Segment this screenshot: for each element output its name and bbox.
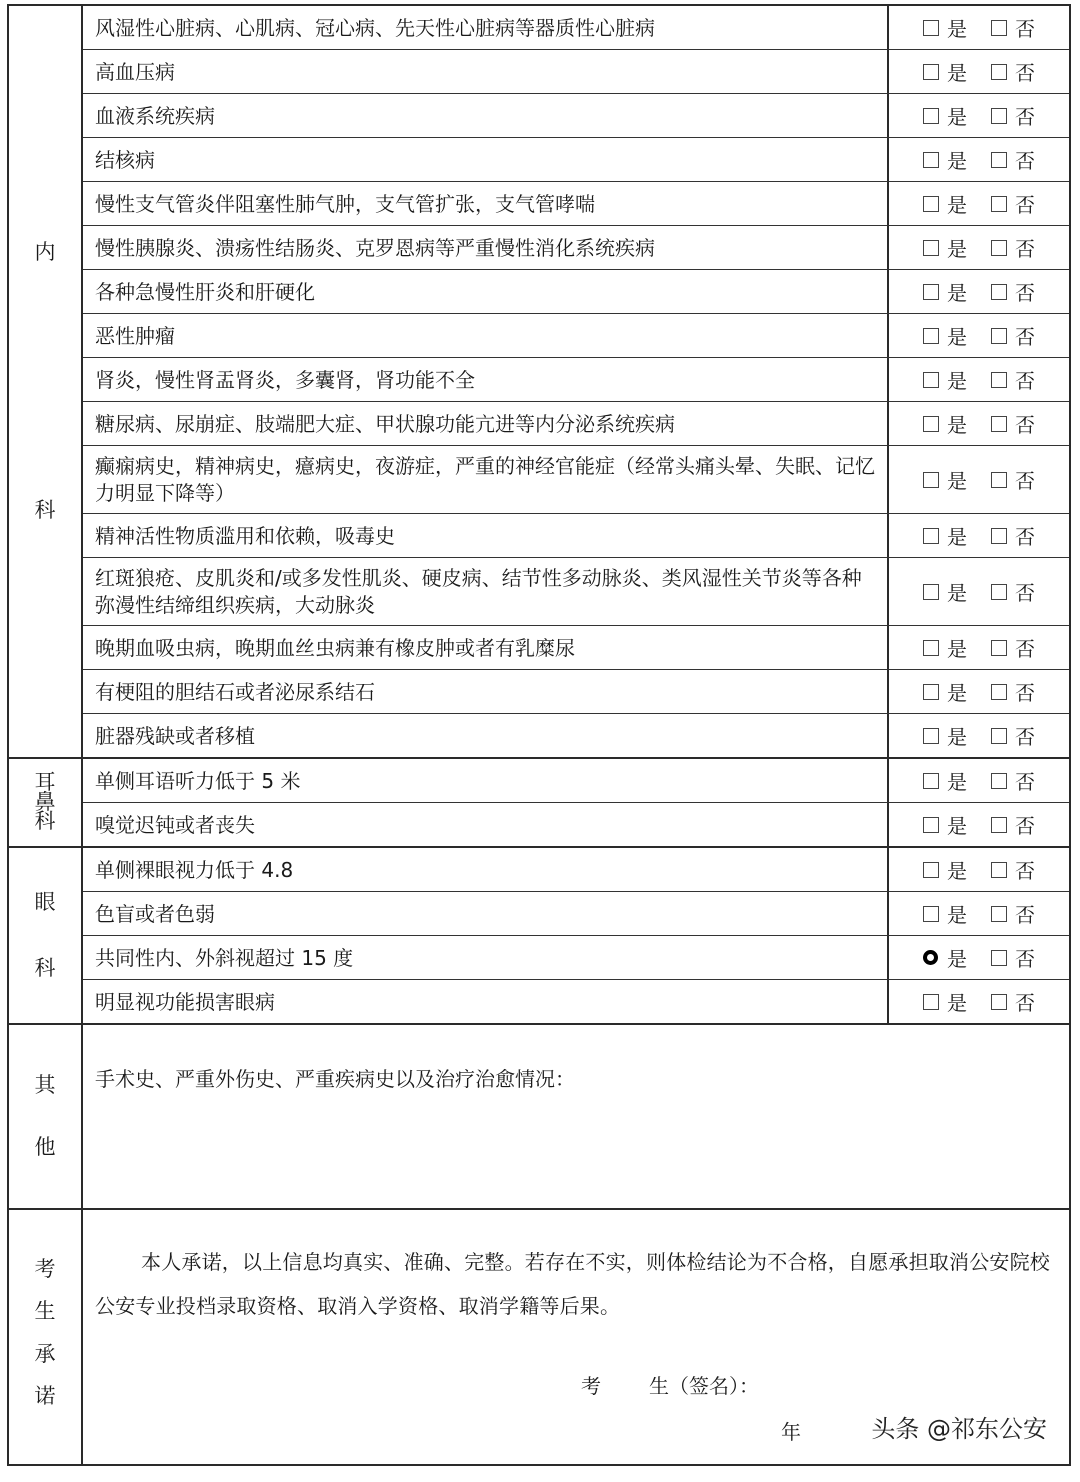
option-no[interactable] [991,189,1035,218]
answer-cell [889,50,1069,93]
answer-cell [889,514,1069,557]
option-yes[interactable] [923,987,967,1016]
option-label: 否 [1015,770,1035,794]
checkbox-yes[interactable] [923,64,939,80]
answer-cell [889,980,1069,1023]
checkbox-no[interactable] [991,817,1007,833]
condition-text: 嗅觉迟钝或者丧失 [83,803,889,846]
option-label: 是 [947,325,967,349]
option-yes[interactable] [923,766,967,795]
table-row [83,979,1069,1023]
other-prompt: 手术史、严重外伤史、严重疾病史以及治疗治愈情况： [95,1067,575,1091]
checkbox-yes[interactable] [923,528,939,544]
option-label: 是 [947,369,967,393]
answer-cell [889,226,1069,269]
option-label: 否 [1015,681,1035,705]
table-row [83,49,1069,93]
table-row [83,935,1069,979]
checkbox-no[interactable] [991,152,1007,168]
health-declaration-form [7,4,1071,1466]
option-label: 否 [1015,581,1035,605]
option-yes[interactable] [923,233,967,262]
condition-text: 晚期血吸虫病，晚期血丝虫病兼有橡皮肿或者有乳糜尿 [83,626,889,669]
section-rows [83,848,1069,1023]
section-label-char: 科 [34,497,56,522]
checkbox-yes[interactable] [923,817,939,833]
checkbox-no[interactable] [991,472,1007,488]
option-no[interactable] [991,277,1035,306]
option-label: 否 [1015,637,1035,661]
condition-text: 慢性支气管炎伴阻塞性肺气肿，支气管扩张，支气管哮喘 [83,182,889,225]
section-label-char: 眼 [34,890,56,915]
condition-text: 有梗阻的胆结石或者泌尿系结石 [83,670,889,713]
section-label-char: 其 [34,1073,56,1098]
table-row [83,669,1069,713]
condition-text: 结核病 [83,138,889,181]
option-label: 是 [947,859,967,883]
section-label-char: 诺 [34,1383,56,1408]
option-label: 是 [947,681,967,705]
answer-cell [889,182,1069,225]
condition-text: 红斑狼疮、皮肌炎和/或多发性肌炎、硬皮病、结节性多动脉炎、类风湿性关节炎等各种弥漫性结缔组织疾病，大动脉炎 [83,558,889,625]
checkbox-no[interactable] [991,728,1007,744]
answer-cell [889,936,1069,979]
checkbox-yes[interactable] [923,284,939,300]
option-yes[interactable] [923,277,967,306]
option-yes[interactable] [923,899,967,928]
checkbox-no[interactable] [991,862,1007,878]
checkbox-no[interactable] [991,240,1007,256]
section-label [9,759,83,846]
option-yes[interactable] [923,101,967,130]
option-label: 是 [947,725,967,749]
table-row [83,557,1069,625]
section-label-char: 鼻 [34,789,56,814]
answer-cell [889,558,1069,625]
checkbox-yes[interactable] [923,372,939,388]
checkbox-yes[interactable] [923,994,939,1010]
answer-cell [889,138,1069,181]
checkbox-yes[interactable] [923,20,939,36]
option-label: 否 [1015,903,1035,927]
option-label: 是 [947,525,967,549]
checkbox-no[interactable] [991,528,1007,544]
condition-text: 精神活性物质滥用和依赖，吸毒史 [83,514,889,557]
checkbox-yes[interactable] [923,584,939,600]
section-label-char: 内 [34,240,56,265]
promise-statement: 本人承诺，以上信息均真实、准确、完整。若存在不实，则体检结论为不合格，自愿承担取消公安院校公安专业投档录取资格、取消入学资格、取消学籍等后果。 [95,1250,1050,1318]
option-label: 是 [947,105,967,129]
condition-text: 色盲或者色弱 [83,892,889,935]
answer-cell [889,314,1069,357]
option-no[interactable] [991,13,1035,42]
option-yes[interactable] [923,810,967,839]
option-label: 否 [1015,61,1035,85]
checkbox-yes[interactable] [923,684,939,700]
option-yes[interactable] [923,943,967,972]
table-row [83,137,1069,181]
section-rows [83,6,1069,757]
option-label: 否 [1015,105,1035,129]
option-no[interactable] [991,855,1035,884]
option-yes[interactable] [923,721,967,750]
option-yes[interactable] [923,145,967,174]
option-yes[interactable] [923,677,967,706]
option-label: 否 [1015,725,1035,749]
condition-text: 各种急慢性肝炎和肝硬化 [83,270,889,313]
option-label: 否 [1015,991,1035,1015]
signature-label-1: 考 [581,1374,601,1398]
option-label: 否 [1015,237,1035,261]
condition-text: 癫痫病史，精神病史，癔病史，夜游症，严重的神经官能症（经常头痛头晕、失眠、记忆力明显下降等） [83,446,889,513]
checkbox-no[interactable] [991,108,1007,124]
option-no[interactable] [991,521,1035,550]
section-label-char: 承 [34,1341,56,1366]
option-label: 是 [947,281,967,305]
table-row [83,848,1069,891]
option-label: 是 [947,637,967,661]
option-label: 是 [947,149,967,173]
answer-cell [889,270,1069,313]
option-label: 否 [1015,325,1035,349]
option-label: 否 [1015,814,1035,838]
option-label: 否 [1015,193,1035,217]
answer-cell [889,803,1069,846]
checkbox-yes[interactable] [923,472,939,488]
option-label: 是 [947,770,967,794]
section-label-char: 生 [34,1299,56,1324]
option-yes[interactable] [923,577,967,606]
option-no[interactable] [991,101,1035,130]
date-field[interactable] [781,1416,801,1445]
option-yes[interactable] [923,465,967,494]
condition-text: 高血压病 [83,50,889,93]
option-label: 否 [1015,281,1035,305]
section-label-char: 科 [34,955,56,980]
option-label: 否 [1015,369,1035,393]
table-row [83,181,1069,225]
condition-text: 单侧裸眼视力低于 4.8 [83,848,889,891]
option-no[interactable] [991,899,1035,928]
condition-text: 脏器残缺或者移植 [83,714,889,757]
table-row [83,357,1069,401]
option-no[interactable] [991,465,1035,494]
checkbox-no[interactable] [991,284,1007,300]
checked-circle-icon[interactable] [923,950,938,965]
checkbox-yes[interactable] [923,728,939,744]
table-row [83,225,1069,269]
option-no[interactable] [991,987,1035,1016]
option-label: 是 [947,61,967,85]
option-no[interactable] [991,57,1035,86]
condition-text: 恶性肿瘤 [83,314,889,357]
answer-cell [889,402,1069,445]
option-no[interactable] [991,145,1035,174]
section-label-char: 耳 [34,769,56,794]
checkbox-no[interactable] [991,416,1007,432]
answer-cell [889,358,1069,401]
option-yes[interactable] [923,855,967,884]
condition-text: 血液系统疾病 [83,94,889,137]
section-label-char: 他 [34,1134,56,1159]
section-label-char: 科 [34,809,56,834]
answer-cell [889,848,1069,891]
option-label: 是 [947,947,967,971]
checkbox-yes[interactable] [923,196,939,212]
checkbox-yes[interactable] [923,240,939,256]
checkbox-yes[interactable] [923,152,939,168]
checkbox-yes[interactable] [923,640,939,656]
table-row [83,269,1069,313]
checkbox-no[interactable] [991,20,1007,36]
option-label: 否 [1015,947,1035,971]
checkbox-no[interactable] [991,328,1007,344]
option-yes[interactable] [923,57,967,86]
section-label [9,1025,83,1208]
watermark: 头条 @祁东公安 [871,1415,1047,1443]
option-yes[interactable] [923,13,967,42]
checkbox-no[interactable] [991,950,1007,966]
table-row [83,891,1069,935]
checkbox-no[interactable] [991,372,1007,388]
option-no[interactable] [991,943,1035,972]
option-label: 是 [947,581,967,605]
checkbox-no[interactable] [991,584,1007,600]
option-no[interactable] [991,677,1035,706]
signature-field[interactable] [581,1370,759,1399]
checkbox-no[interactable] [991,773,1007,789]
section-other [9,1023,1069,1208]
other-history-field[interactable] [83,1025,1069,1208]
section-label [9,6,83,757]
answer-cell [889,670,1069,713]
section-2 [9,846,1069,1023]
condition-text: 慢性胰腺炎、溃疡性结肠炎、克罗恩病等严重慢性消化系统疾病 [83,226,889,269]
condition-text: 肾炎，慢性肾盂肾炎，多囊肾，肾功能不全 [83,358,889,401]
option-label: 是 [947,814,967,838]
answer-cell [889,94,1069,137]
option-yes[interactable] [923,365,967,394]
checkbox-yes[interactable] [923,862,939,878]
answer-cell [889,626,1069,669]
checkbox-yes[interactable] [923,108,939,124]
checkbox-yes[interactable] [923,416,939,432]
condition-text: 共同性内、外斜视超过 15 度 [83,936,889,979]
option-label: 是 [947,17,967,41]
section-label-char: 考 [34,1257,56,1282]
table-row [83,93,1069,137]
answer-cell [889,759,1069,802]
table-row [83,625,1069,669]
option-no[interactable] [991,409,1035,438]
checkbox-no[interactable] [991,906,1007,922]
option-no[interactable] [991,766,1035,795]
option-no[interactable] [991,633,1035,662]
answer-cell [889,714,1069,757]
option-yes[interactable] [923,189,967,218]
option-label: 是 [947,991,967,1015]
option-label: 否 [1015,413,1035,437]
option-label: 否 [1015,149,1035,173]
table-row [83,401,1069,445]
section-1 [9,757,1069,846]
answer-cell [889,6,1069,49]
table-row [83,6,1069,49]
checkbox-no[interactable] [991,196,1007,212]
section-label [9,848,83,1023]
option-yes[interactable] [923,521,967,550]
section-0 [9,6,1069,757]
section-rows [83,759,1069,846]
option-yes[interactable] [923,409,967,438]
condition-text: 明显视功能损害眼病 [83,980,889,1023]
checkbox-no[interactable] [991,640,1007,656]
table-row [83,445,1069,513]
date-year-label: 年 [781,1420,801,1444]
option-no[interactable] [991,233,1035,262]
table-row [83,713,1069,757]
signature-label-2: 生（签名）： [649,1374,759,1398]
checkbox-yes[interactable] [923,773,939,789]
option-no[interactable] [991,321,1035,350]
option-label: 否 [1015,17,1035,41]
option-label: 否 [1015,525,1035,549]
option-label: 是 [947,469,967,493]
option-label: 是 [947,237,967,261]
option-yes[interactable] [923,633,967,662]
option-label: 否 [1015,859,1035,883]
option-label: 否 [1015,469,1035,493]
option-no[interactable] [991,810,1035,839]
option-no[interactable] [991,721,1035,750]
condition-text: 糖尿病、尿崩症、肢端肥大症、甲状腺功能亢进等内分泌系统疾病 [83,402,889,445]
checkbox-no[interactable] [991,64,1007,80]
checkbox-no[interactable] [991,684,1007,700]
table-row [83,313,1069,357]
option-label: 是 [947,413,967,437]
condition-text: 单侧耳语听力低于 5 米 [83,759,889,802]
option-yes[interactable] [923,321,967,350]
table-row [83,802,1069,846]
option-no[interactable] [991,577,1035,606]
checkbox-yes[interactable] [923,906,939,922]
condition-text: 风湿性心脏病、心肌病、冠心病、先天性心脏病等器质性心脏病 [83,6,889,49]
option-label: 是 [947,193,967,217]
checkbox-yes[interactable] [923,328,939,344]
checkbox-no[interactable] [991,994,1007,1010]
option-label: 是 [947,903,967,927]
answer-cell [889,892,1069,935]
option-no[interactable] [991,365,1035,394]
promise-area [83,1210,1069,1464]
table-row [83,513,1069,557]
section-label [9,1210,83,1464]
table-row [83,759,1069,802]
section-promise [9,1208,1069,1464]
answer-cell [889,446,1069,513]
